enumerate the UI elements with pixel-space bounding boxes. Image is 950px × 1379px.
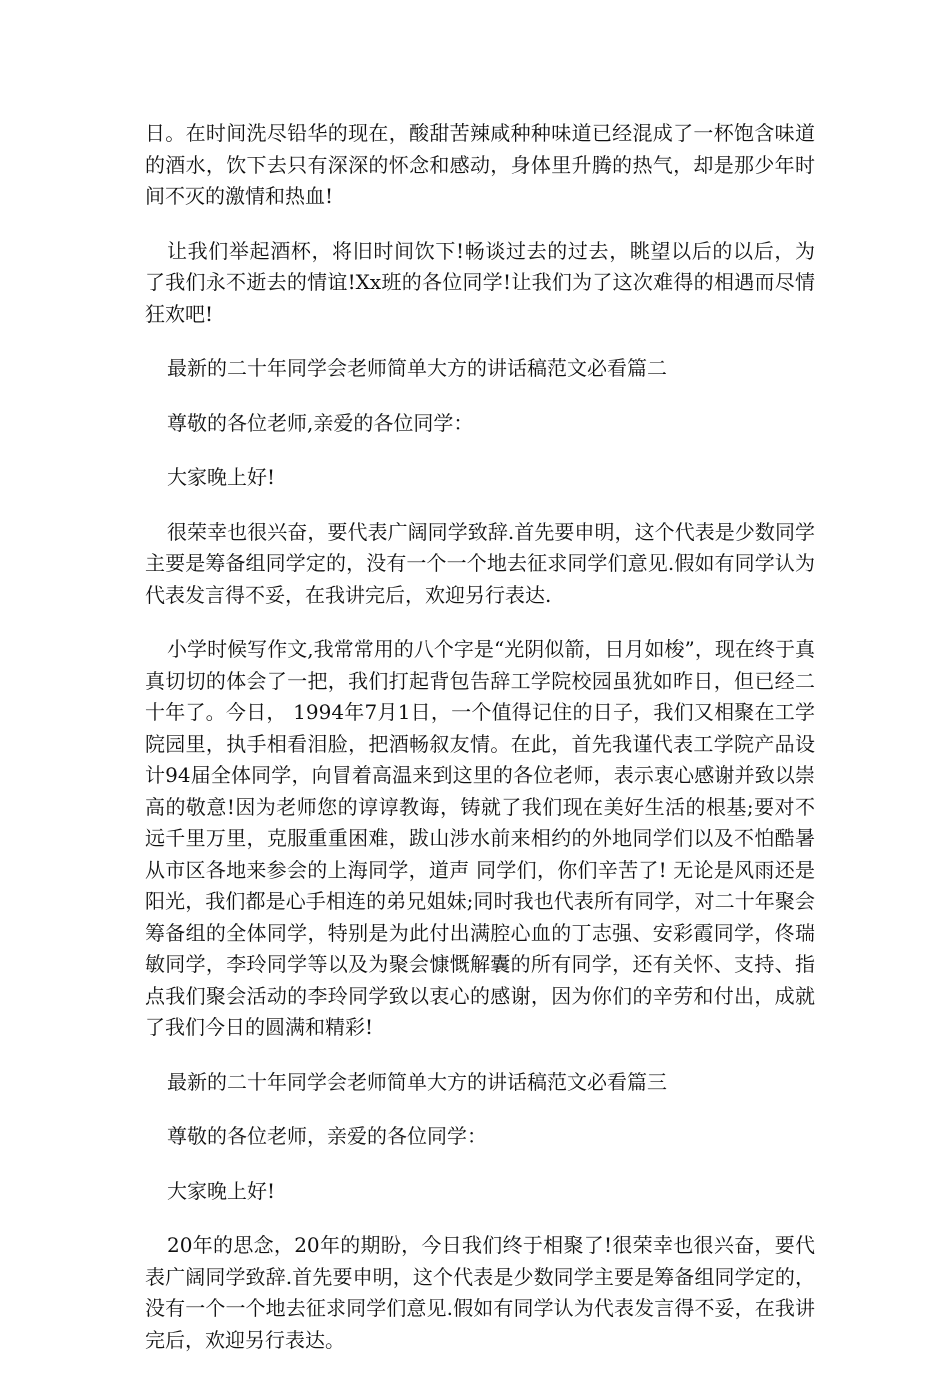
paragraph-main: 小学时候写作文,我常常用的八个字是“光阴似箭，日月如梭”，现在终于真真切切的体会了一把，我们打起背包告辞工学院校园虽犹如昨日，但已经二十年了。今日， 1994年7月1日，一个值得记住的日子，我们又相聚在工学院园里，执手相看泪脸，把酒畅叙友情。在此，首先我谨代表工学院产品设计94届全体同学，向冒着高温来到这里的各位老师，表示衷心感谢并致以崇高的敬意!因为老师您的谆谆教诲，铸就了我们现在美好生活的根基;要对不远千里万里，克服重重困难，跋山涉水前来相约的外地同学们以及不怕酷暑从市区各地来参会的上海同学，道声 同学们，你们辛苦了! 无论是风雨还是阳光，我们都是心手相连的弟兄姐妹;同时我也代表所有同学，对二十年聚会筹备组的全体同学，特别是为此付出满腔心血的丁志强、安彩霞同学，佟瑞敏同学，李玲同学等以及为聚会慷慨解囊的所有同学，还有关怀、支持、指点我们聚会活动的李玲同学致以衷心的感谢，因为你们的辛劳和付出，成就了我们今日的圆满和精彩! bbox=[145, 637, 815, 1039]
salutation-2: 尊敬的各位老师，亲爱的各位同学： bbox=[167, 1124, 487, 1148]
paragraph-continuation: 日。在时间洗尽铅华的现在，酸甜苦辣咸种种味道已经混成了一杯饱含味道的酒水，饮下去只有深深的怀念和感动，身体里升腾的热气，却是那少年时间不灭的激情和热血! bbox=[145, 121, 815, 208]
section-heading-part-three: 最新的二十年同学会老师简单大方的讲话稿范文必看篇三 bbox=[167, 1069, 667, 1094]
paragraph-toast: 让我们举起酒杯，将旧时间饮下!畅谈过去的过去，眺望以后的以后，为了我们永不逝去的情谊!Xx班的各位同学!让我们为了这次难得的相遇而尽情狂欢吧! bbox=[145, 238, 815, 326]
paragraph-intro: 很荣幸也很兴奋，要代表广阔同学致辞.首先要申明，这个代表是少数同学主要是筹备组同学定的，没有一个一个地去征求同学们意见.假如有同学认为代表发言得不妥，在我讲完后，欢迎另行表达. bbox=[145, 519, 815, 607]
document-body bbox=[145, 118, 815, 1379]
salutation: 尊敬的各位老师,亲爱的各位同学： bbox=[167, 410, 474, 435]
greeting: 大家晚上好! bbox=[167, 465, 276, 489]
paragraph-intro-2: 20年的思念，20年的期盼，今日我们终于相聚了!很荣幸也很兴奋，要代表广阔同学致辞.首先要申明，这个代表是少数同学主要是筹备组同学定的，没有一个一个地去征求同学们意见.假如有同学认为代表发言得不妥，在我讲完后，欢迎另行表达。 bbox=[145, 1233, 815, 1352]
section-heading-part-two: 最新的二十年同学会老师简单大方的讲话稿范文必看篇二 bbox=[167, 356, 667, 380]
greeting-2: 大家晚上好! bbox=[167, 1178, 276, 1203]
